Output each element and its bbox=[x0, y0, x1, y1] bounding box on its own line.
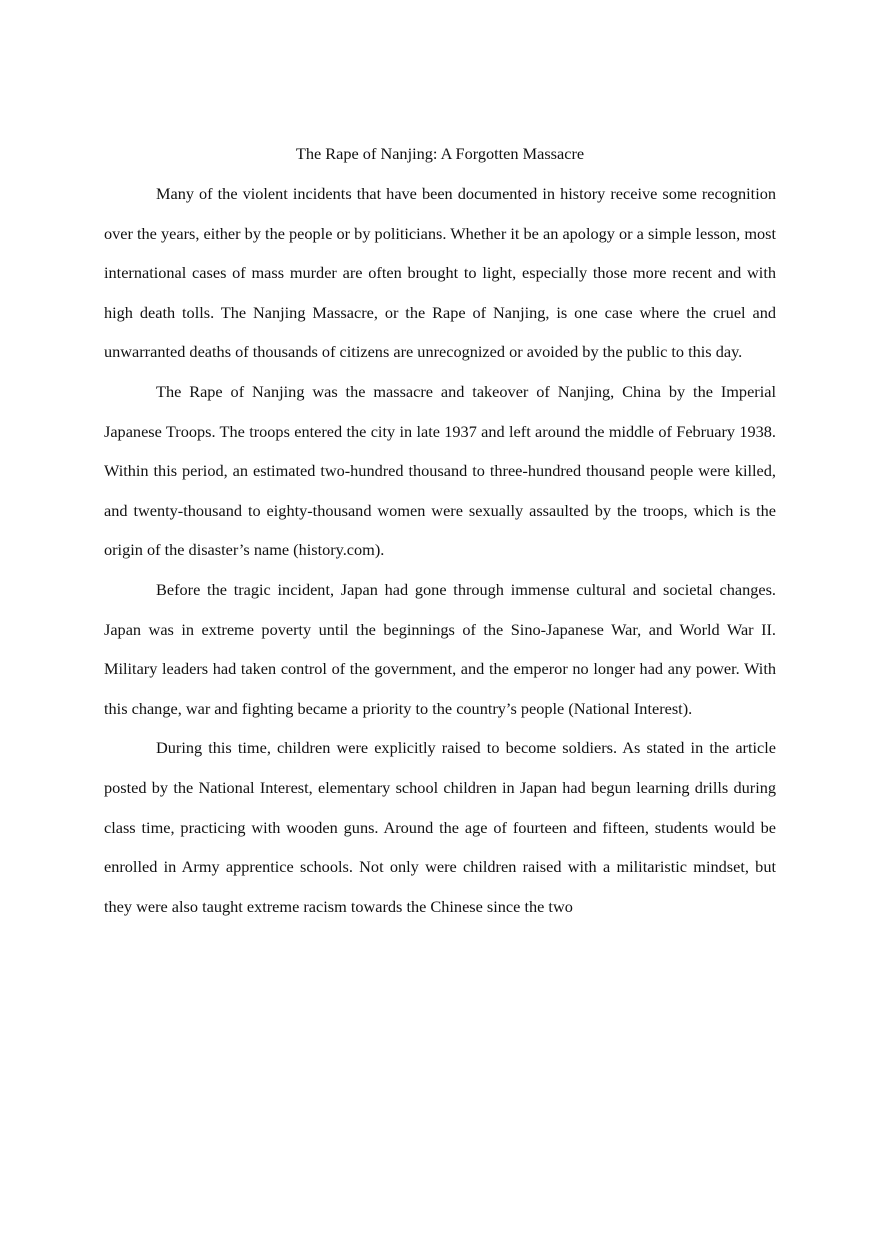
document-title: The Rape of Nanjing: A Forgotten Massacre bbox=[295, 144, 585, 163]
paragraph-militarism: During this time, children were explicitly raised to become soldiers. As stated in the article posted by the National Interest, elementary school children in Japan had begun learning drills during class time, practicing with wooden guns. Around the age of fourteen and fifteen, students would be enrolled in Army apprentice schools. Not only were children raised with a militaristic mindset, but they were also taught extreme racism towards the Chinese since the two bbox=[104, 738, 776, 916]
paragraph-japan-background: Before the tragic incident, Japan had gone through immense cultural and societal changes. Japan was in extreme poverty until the beginnings of the Sino-Japanese War, and World War II. Military leaders had taken control of the government, and the emperor no longer had any power. With this change, war and fighting became a priority to the country’s people (National Interest). bbox=[104, 579, 776, 718]
paragraph-introduction: Many of the violent incidents that have been documented in history receive some recognition over the years, either by the people or by politicians. Whether it be an apology or a simple lesson, most international cases of mass murder are often brought to light, especially those more recent and with high death tolls. The Nanjing Massacre, or the Rape of Nanjing, is one case where the cruel and unwarranted deaths of thousands of citizens are unrecognized or avoided by the public to this day. bbox=[104, 184, 776, 362]
paragraph-massacre-overview: The Rape of Nanjing was the massacre and takeover of Nanjing, China by the Imperial Japanese Troops. The troops entered the city in late 1937 and left around the middle of February 1938. Within this period, an estimated two-hundred thousand to three-hundred thousand people were killed, and twenty-thousand to eighty-thousand women were sexually assaulted by the troops, which is the origin of the disaster’s name (history.com). bbox=[104, 381, 776, 560]
document-body bbox=[104, 136, 776, 926]
